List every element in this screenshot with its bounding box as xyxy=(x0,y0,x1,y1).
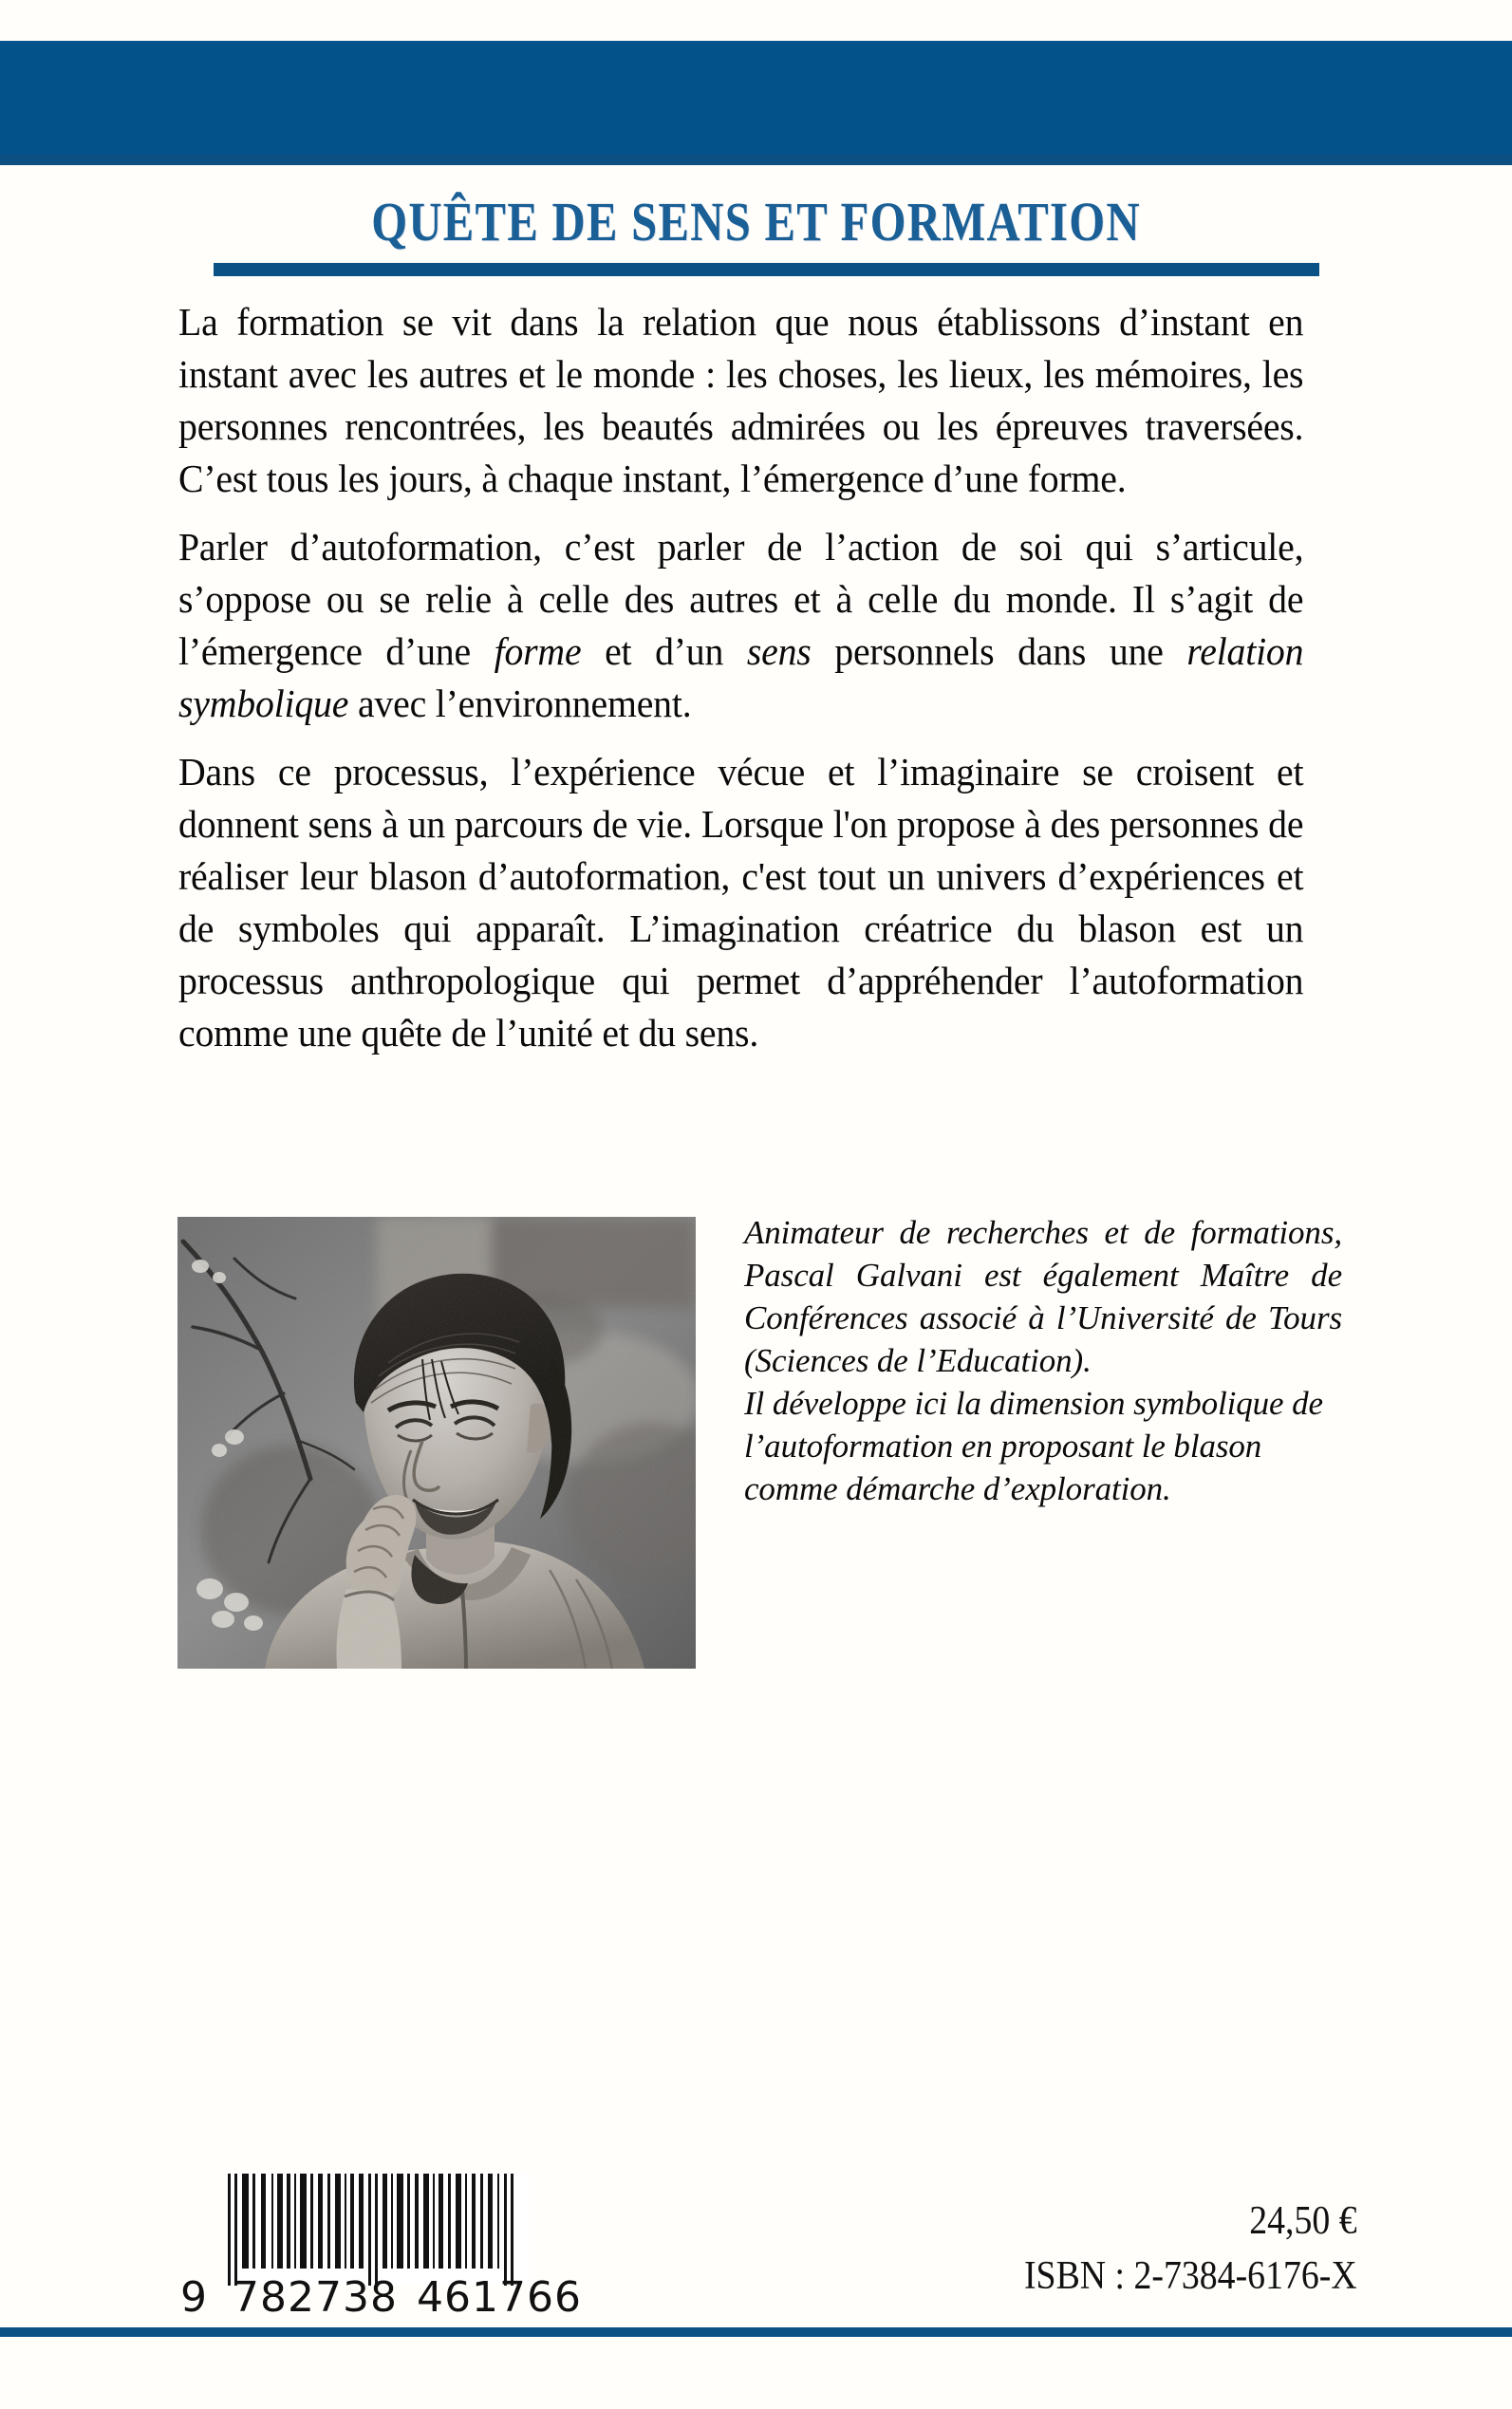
back-cover-blurb xyxy=(178,296,1338,1059)
barcode-group-2: 461766 xyxy=(416,2273,582,2322)
blurb-p2-part-d: avec l’environnement. xyxy=(348,682,692,725)
header-blue-band xyxy=(0,41,1512,165)
title-underline-rule xyxy=(214,263,1319,276)
author-bio xyxy=(744,1211,1342,1510)
book-title-container xyxy=(0,191,1512,252)
barcode-digits xyxy=(180,2273,582,2322)
blurb-p2-part-c: personnels dans une xyxy=(811,629,1187,673)
blurb-p2-emphasis-relation-symbolique: relation symbolique xyxy=(178,629,1304,725)
barcode-bars xyxy=(226,2174,530,2286)
author-bio-paragraph-1: Animateur de recherches et de formations, Pascal Galvani est également Maître de Conférences associé à l’Université de Tours (Sciences de l’Education). xyxy=(744,1214,1342,1379)
barcode-group-1: 782738 xyxy=(233,2273,398,2322)
footer-blue-rule xyxy=(0,2327,1512,2337)
blurb-p2-part-a: Parler d’autoformation, c’est parler de l’action de soi qui s’articule, s’oppose ou se relie à celle des autres et à celle du monde. Il s’agit de l’émergence d’une xyxy=(178,525,1304,673)
blurb-paragraph-2 xyxy=(178,521,1303,730)
price-label: 24,50 € xyxy=(1249,2199,1357,2243)
header-blue-band-shadow xyxy=(0,155,1512,165)
barcode-lead-digit: 9 xyxy=(180,2273,208,2322)
blurb-p2-part-b: et d’un xyxy=(581,629,747,673)
author-bio-paragraph-2: Il développe ici la dimension symbolique de l’autoformation en proposant le blason comme démarche d’exploration. xyxy=(744,1385,1323,1507)
price-and-isbn xyxy=(987,2193,1357,2303)
blurb-paragraph-1: La formation se vit dans la relation que nous établissons d’instant en instant avec les autres et le monde : les choses, les lieux, les mémoires, les personnes rencontrées, les beautés admirées ou les épreuves traversées. C’est tous les jours, à chaque instant, l’émergence d’une forme. xyxy=(178,300,1304,500)
blurb-p2-emphasis-forme: forme xyxy=(494,629,582,673)
blurb-paragraph-3: Dans ce processus, l’expérience vécue et l’imaginaire se croisent et donnent sens à un parcours de vie. Lorsque l'on propose à des personnes de réaliser leur blason d’autoformation, c'est tout un univers d’expériences et de symboles qui apparaît. L’imagination créatrice du blason est un processus anthropologique qui permet d’appréhender l’autoformation comme une quête de l’unité et du sens. xyxy=(178,750,1304,1055)
isbn-label: ISBN : 2-7384-6176-X xyxy=(1024,2254,1357,2298)
barcode xyxy=(226,2174,530,2286)
page-title: QUÊTE DE SENS ET FORMATION xyxy=(371,191,1141,252)
author-portrait-illustration xyxy=(177,1217,696,1669)
blurb-p2-emphasis-sens: sens xyxy=(746,629,812,673)
author-photo xyxy=(177,1217,696,1669)
